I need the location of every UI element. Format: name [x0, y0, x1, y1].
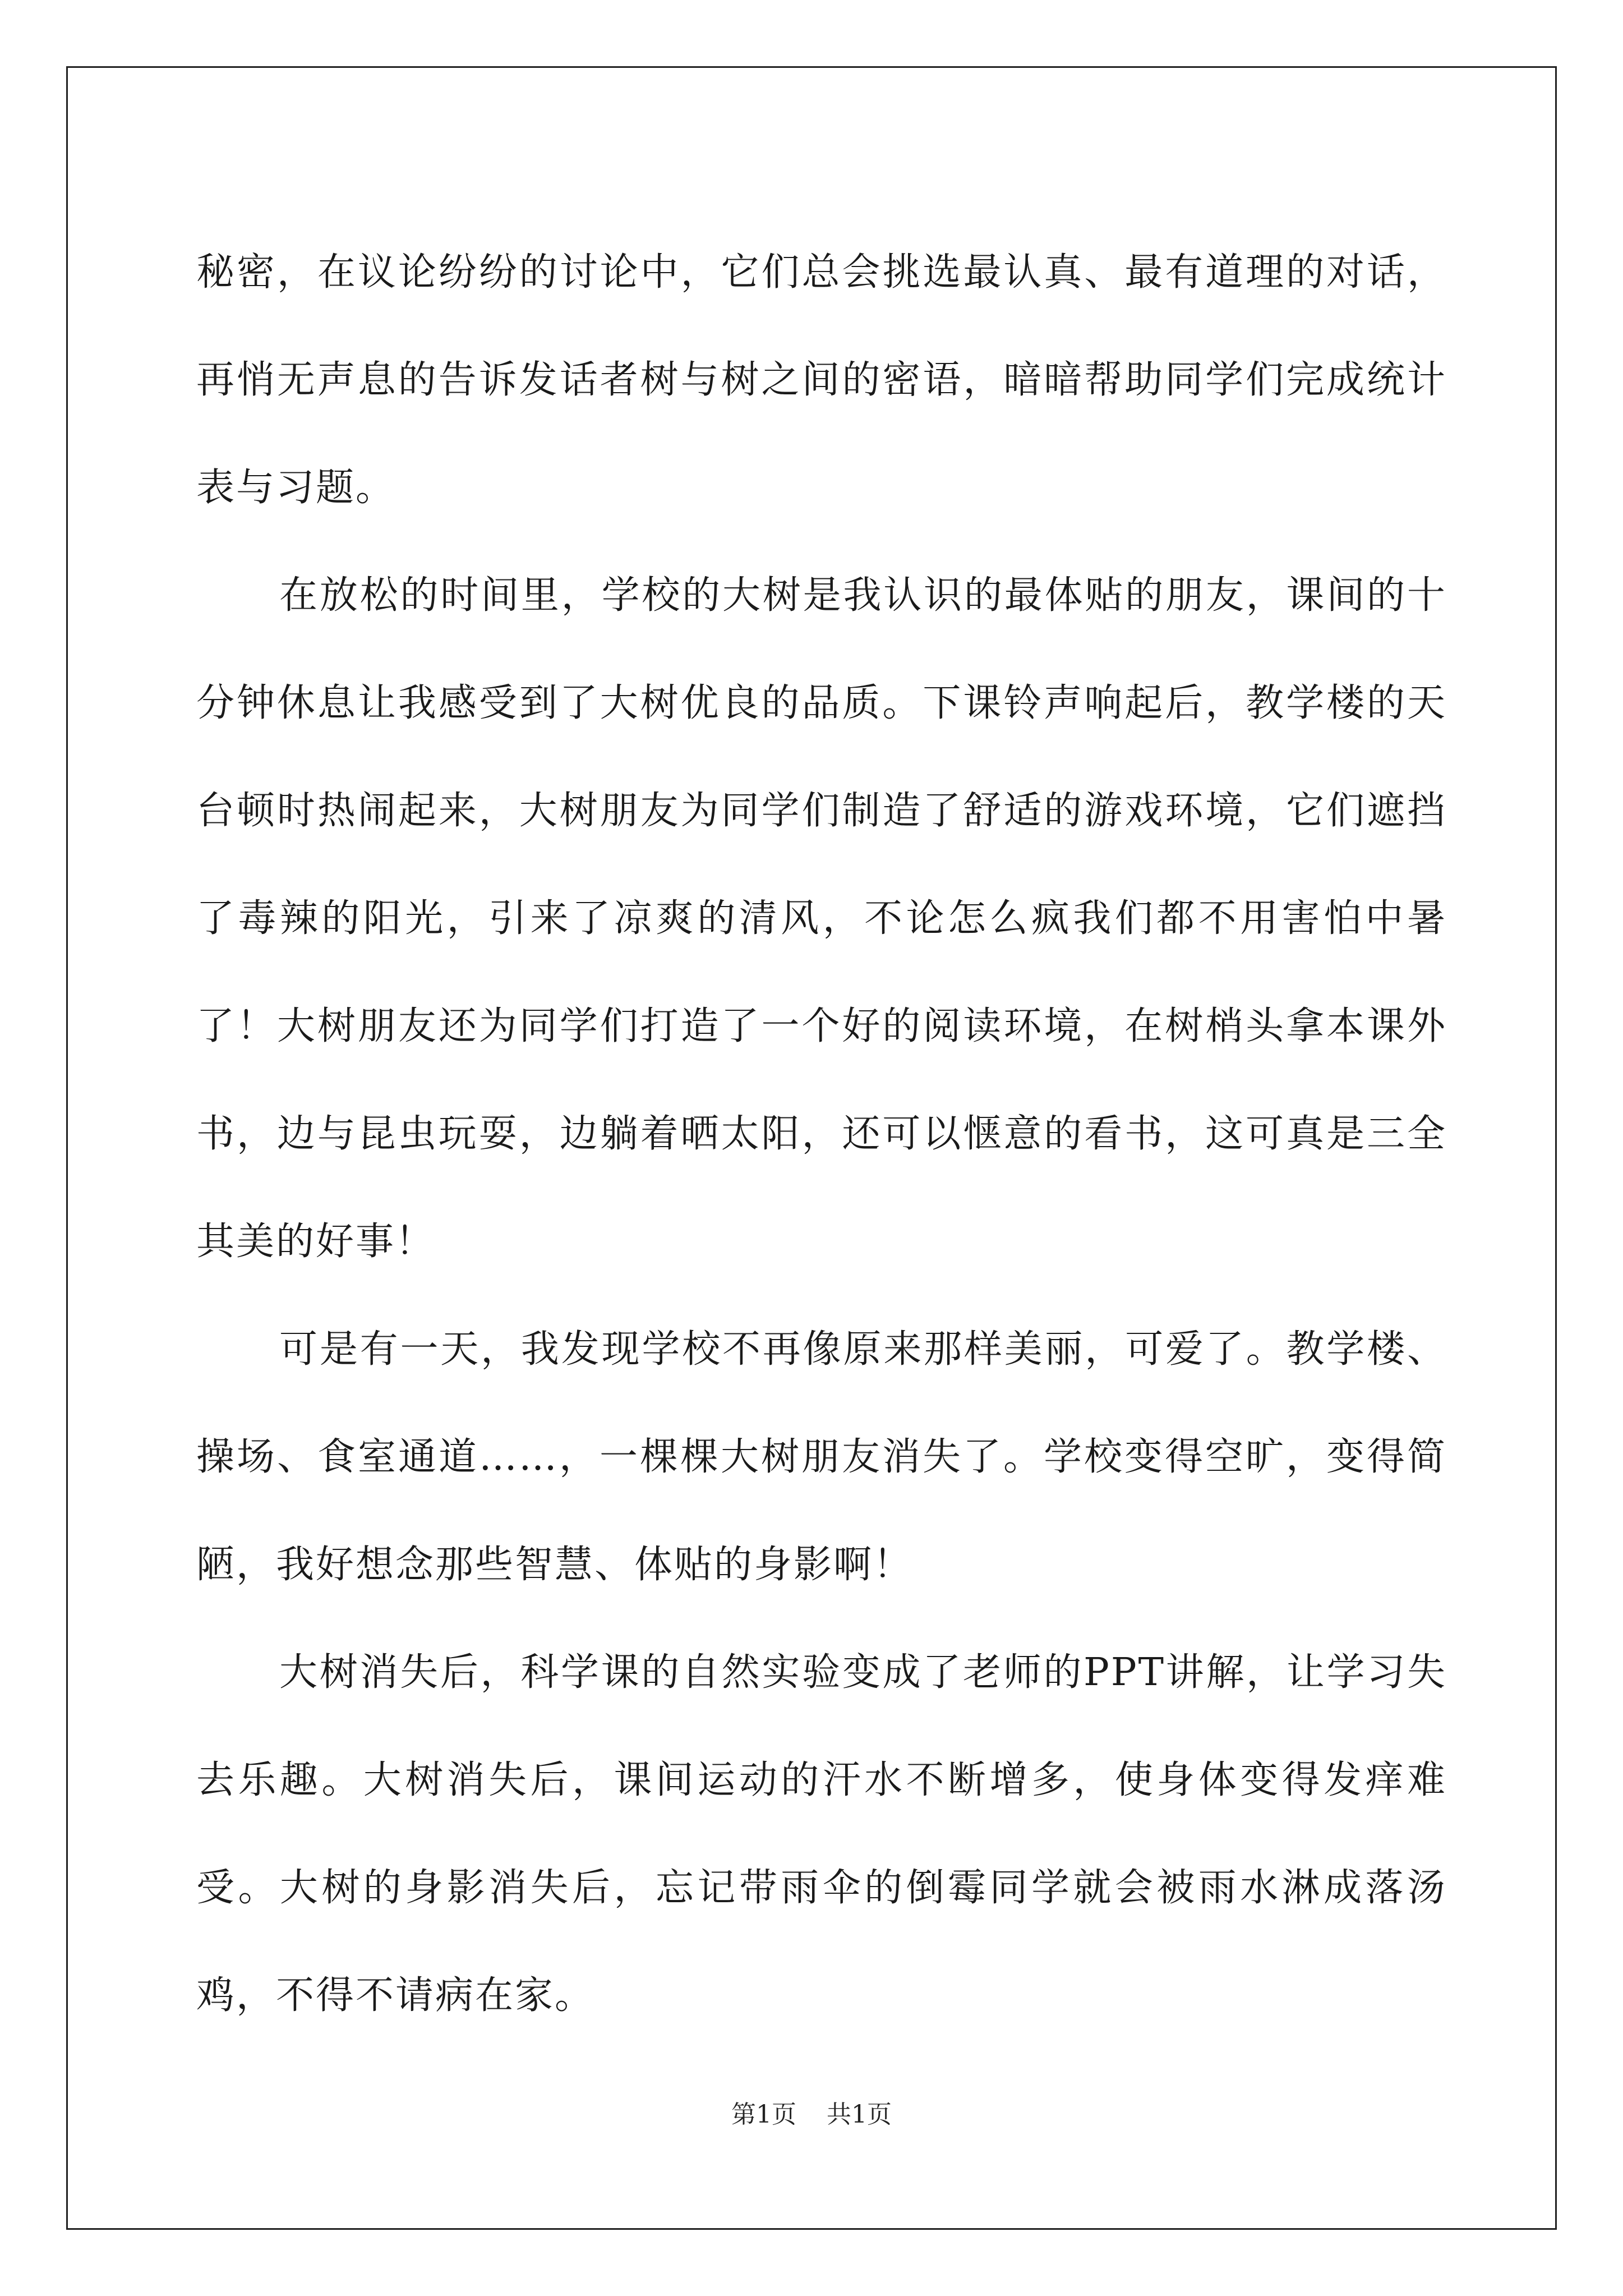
paragraph-4: 大树消失后，科学课的自然实验变成了老师的PPT讲解，让学习失去乐趣。大树消失后，课间运动的汗水不断增多，使身体变得发痒难受。大树的身影消失后，忘记带雨伞的倒霉同学就会被雨水淋成落汤鸡，不得不请病在家。 [196, 1650, 1447, 2018]
paragraph-1: 秘密，在议论纷纷的讨论中，它们总会挑选最认真、最有道理的对话，再悄无声息的告诉发话者树与树之间的密语，暗暗帮助同学们完成统计表与习题。 [196, 250, 1447, 510]
paragraph-2: 在放松的时间里，学校的大树是我认识的最体贴的朋友，课间的十分钟休息让我感受到了大树优良的品质。下课铃声响起后，教学楼的天台顿时热闹起来，大树朋友为同学们制造了舒适的游戏环境，它们遮挡了毒辣的阳光，引来了凉爽的清风，不论怎么疯我们都不用害怕中暑了！大树朋友还为同学们打造了一个好的阅读环境，在树梢头拿本课外书，边与昆虫玩耍，边躺着晒太阳，还可以惬意的看书，这可真是三全其美的好事！ [196, 573, 1447, 1264]
page-number-total: 共1页 [827, 2100, 892, 2129]
page-footer [0, 2098, 1623, 2132]
document-body [196, 219, 1447, 2050]
page-number-current: 第1页 [731, 2100, 796, 2129]
paragraph-3: 可是有一天，我发现学校不再像原来那样美丽，可爱了。教学楼、操场、食室通道……，一棵棵大树朋友消失了。学校变得空旷，变得简陋，我好想念那些智慧、体贴的身影啊！ [196, 1327, 1447, 1587]
